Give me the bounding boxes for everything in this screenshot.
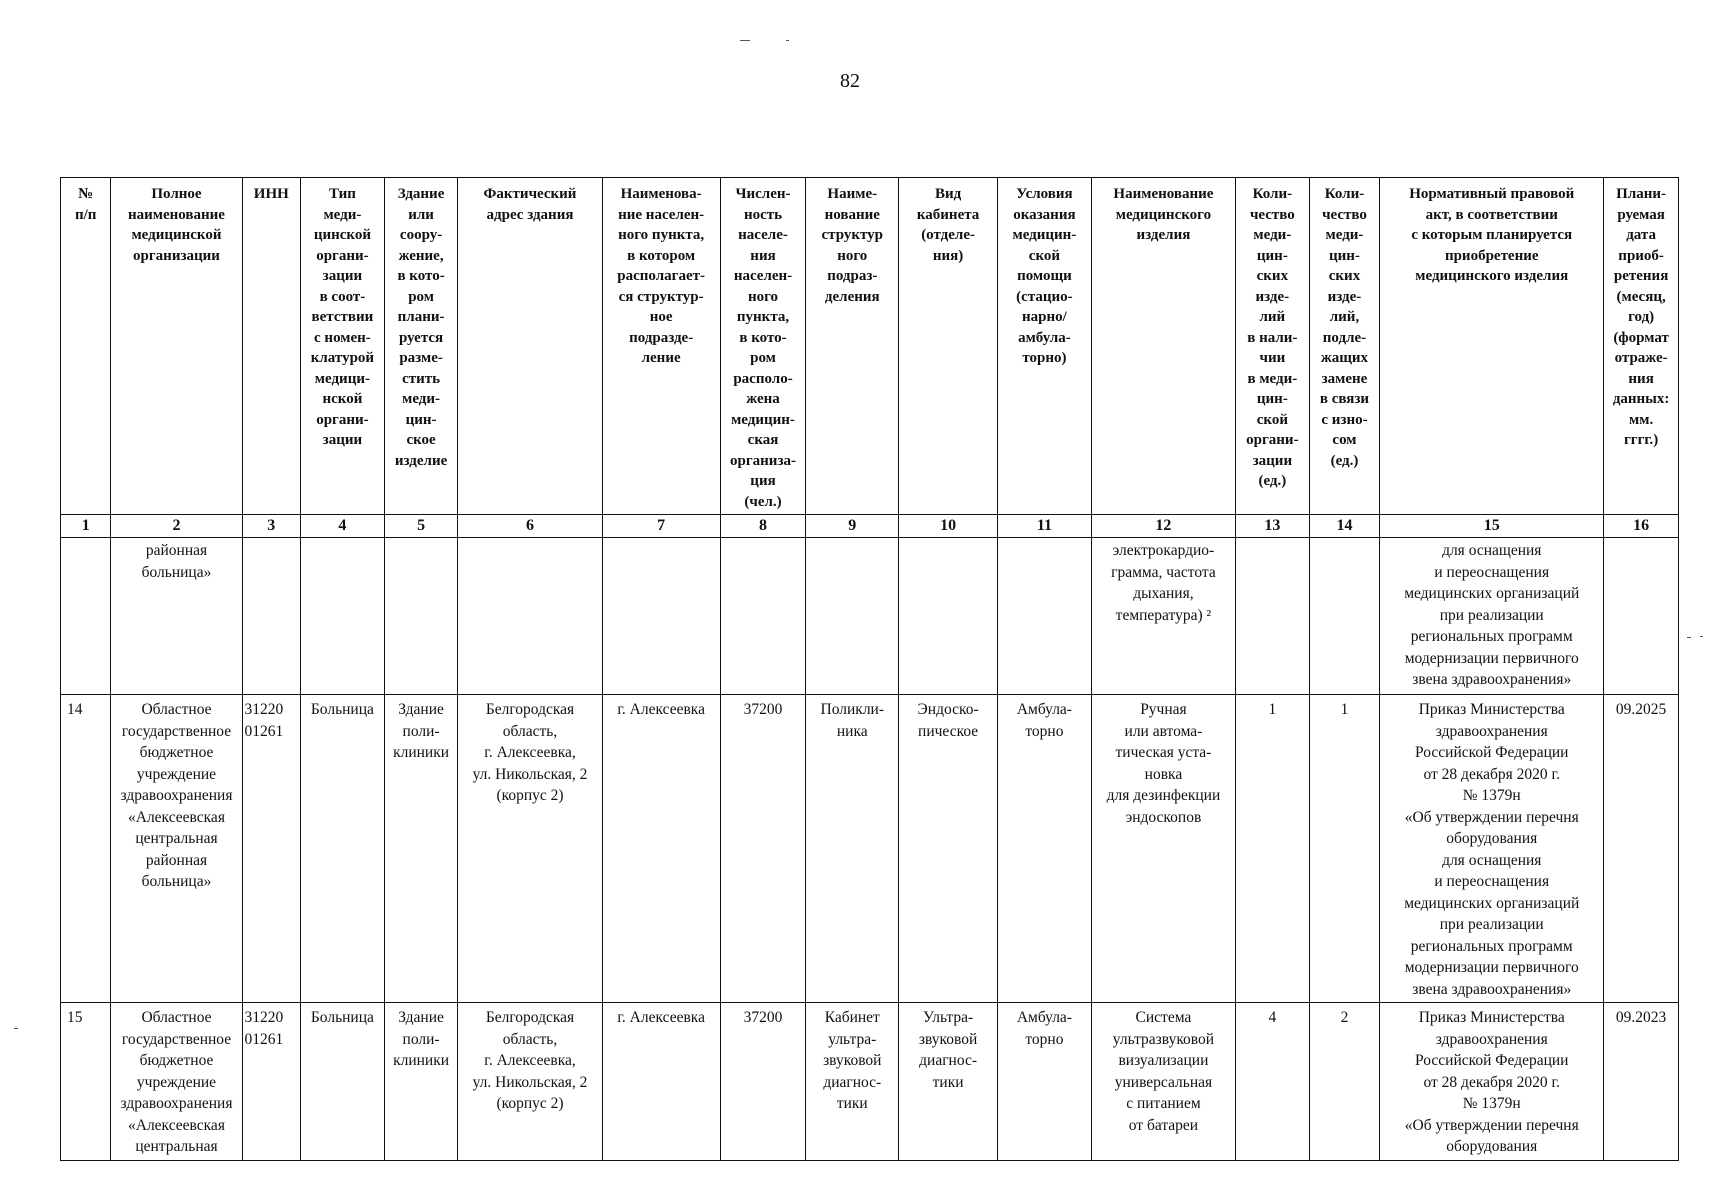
header-cell: Числен- ность населе- ния населен- ного пункта, в кото- ром располо- жена медицин- ская организа- ция (чел.)	[720, 178, 806, 515]
table-cell	[899, 538, 998, 695]
table-cell: 1	[1236, 695, 1310, 1003]
column-number: 1	[61, 515, 111, 538]
table-cell	[458, 538, 602, 695]
table-cell: электрокардио- грамма, частота дыхания, температура) ²	[1091, 538, 1235, 695]
table-cell: г. Алексеевка	[602, 695, 720, 1003]
table-row	[61, 1003, 1679, 1161]
header-cell: № п/п	[61, 178, 111, 515]
table-cell: Больница	[301, 695, 385, 1003]
header-cell: Наименова- ние населен- ного пункта, в котором располагает- ся структур- ное подразде- ление	[602, 178, 720, 515]
table-cell	[242, 538, 301, 695]
table-cell: Областное государственное бюджетное учреждение здравоохранения «Алексеевская центральная районная больница»	[111, 695, 242, 1003]
column-number: 10	[899, 515, 998, 538]
column-number: 16	[1604, 515, 1679, 538]
table-cell: Областное государственное бюджетное учреждение здравоохранения «Алексеевская центральная	[111, 1003, 242, 1161]
header-cell: Полное наименование медицинской организации	[111, 178, 242, 515]
column-number: 3	[242, 515, 301, 538]
header-cell: Здание или соору- жение, в кото- ром плани- руется разме- стить меди- цин- ское изделие	[384, 178, 458, 515]
column-number: 6	[458, 515, 602, 538]
page-number: 82	[840, 70, 860, 92]
table-cell: Ультра- звуковой диагнос- тики	[899, 1003, 998, 1161]
header-cell: Коли- чество меди- цин- ских изде- лий в нали- чии в меди- цин- ской органи- зации (ед.)	[1236, 178, 1310, 515]
table-cell: 37200	[720, 1003, 806, 1161]
table-cell: Система ультразвуковой визуализации универсальная с питанием от батареи	[1091, 1003, 1235, 1161]
header-cell: Наименование медицинского изделия	[1091, 178, 1235, 515]
column-number: 15	[1380, 515, 1604, 538]
table-cell	[1604, 538, 1679, 695]
column-number: 13	[1236, 515, 1310, 538]
header-cell: Условия оказания медицин- ской помощи (стацио- нарно/ амбула- торно)	[998, 178, 1092, 515]
header-cell: Фактический адрес здания	[458, 178, 602, 515]
scan-speck	[1687, 637, 1691, 638]
header-cell: Вид кабинета (отделе- ния)	[899, 178, 998, 515]
column-number: 4	[301, 515, 385, 538]
table-cell: 09.2023	[1604, 1003, 1679, 1161]
table-cell	[1309, 538, 1380, 695]
header-cell: Нормативный правовой акт, в соответствии с которым планируется приобретение медицинского изделия	[1380, 178, 1604, 515]
table-cell	[602, 538, 720, 695]
table-cell: Приказ Министерства здравоохранения Российской Федерации от 28 декабря 2020 г. № 1379н «Об утверждении перечня оборудования	[1380, 1003, 1604, 1161]
table-cell: Ручная или автома- тическая уста- новка для дезинфекции эндоскопов	[1091, 695, 1235, 1003]
table-cell: Больница	[301, 1003, 385, 1161]
table-cell: Амбула- торно	[998, 695, 1092, 1003]
table-cell: 31220 01261	[242, 1003, 301, 1161]
column-number-row	[61, 515, 1679, 538]
column-number: 8	[720, 515, 806, 538]
scan-speck	[740, 40, 750, 41]
scan-speck	[14, 1028, 18, 1029]
table-cell: районная больница»	[111, 538, 242, 695]
table-cell: 14	[61, 695, 111, 1003]
table-cell: 37200	[720, 695, 806, 1003]
equipment-table	[60, 177, 1679, 1161]
table-cell	[806, 538, 899, 695]
table-cell	[61, 538, 111, 695]
table-cell: г. Алексеевка	[602, 1003, 720, 1161]
table-cell: Поликли- ника	[806, 695, 899, 1003]
scan-speck	[786, 40, 789, 41]
column-number: 9	[806, 515, 899, 538]
column-number: 14	[1309, 515, 1380, 538]
table-cell	[301, 538, 385, 695]
header-cell: Плани- руемая дата приоб- ретения (месяц, год) (формат отраже- ния данных: мм. гггг.)	[1604, 178, 1679, 515]
column-number: 7	[602, 515, 720, 538]
table-cell: для оснащения и переоснащения медицинских организаций при реализации региональных программ модернизации первичного звена здравоохранения»	[1380, 538, 1604, 695]
table-cell: Белгородская область, г. Алексеевка, ул. Никольская, 2 (корпус 2)	[458, 695, 602, 1003]
table-cell: Эндоско- пическое	[899, 695, 998, 1003]
header-cell: Наиме- нование структур ного подраз- деления	[806, 178, 899, 515]
table-cell	[1236, 538, 1310, 695]
table-cell: 09.2025	[1604, 695, 1679, 1003]
table-cell	[384, 538, 458, 695]
header-cell: Тип меди- цинской органи- зации в соот- ветствии с номен- клатурой медици- нской органи- зации	[301, 178, 385, 515]
table-cell	[720, 538, 806, 695]
table-cell	[998, 538, 1092, 695]
column-number: 5	[384, 515, 458, 538]
table-row	[61, 538, 1679, 695]
column-number: 11	[998, 515, 1092, 538]
table-cell: Здание поли- клиники	[384, 1003, 458, 1161]
column-number: 2	[111, 515, 242, 538]
table-cell: Приказ Министерства здравоохранения Российской Федерации от 28 декабря 2020 г. № 1379н «Об утверждении перечня оборудования для оснащения и переоснащения медицинских организаций при реализации региональных программ модернизации первичного звена здравоохранения»	[1380, 695, 1604, 1003]
header-row	[61, 178, 1679, 515]
table-cell: 2	[1309, 1003, 1380, 1161]
table-row	[61, 695, 1679, 1003]
table-cell: Амбула- торно	[998, 1003, 1092, 1161]
table-cell: 4	[1236, 1003, 1310, 1161]
column-number: 12	[1091, 515, 1235, 538]
header-cell: Коли- чество меди- цин- ских изде- лий, подле- жащих замене в связи с изно- сом (ед.)	[1309, 178, 1380, 515]
table-cell: 31220 01261	[242, 695, 301, 1003]
table-cell: Белгородская область, г. Алексеевка, ул. Никольская, 2 (корпус 2)	[458, 1003, 602, 1161]
table-cell: 15	[61, 1003, 111, 1161]
scan-speck	[1700, 636, 1703, 637]
header-cell: ИНН	[242, 178, 301, 515]
table-cell: 1	[1309, 695, 1380, 1003]
table-cell: Кабинет ультра- звуковой диагнос- тики	[806, 1003, 899, 1161]
table-cell: Здание поли- клиники	[384, 695, 458, 1003]
